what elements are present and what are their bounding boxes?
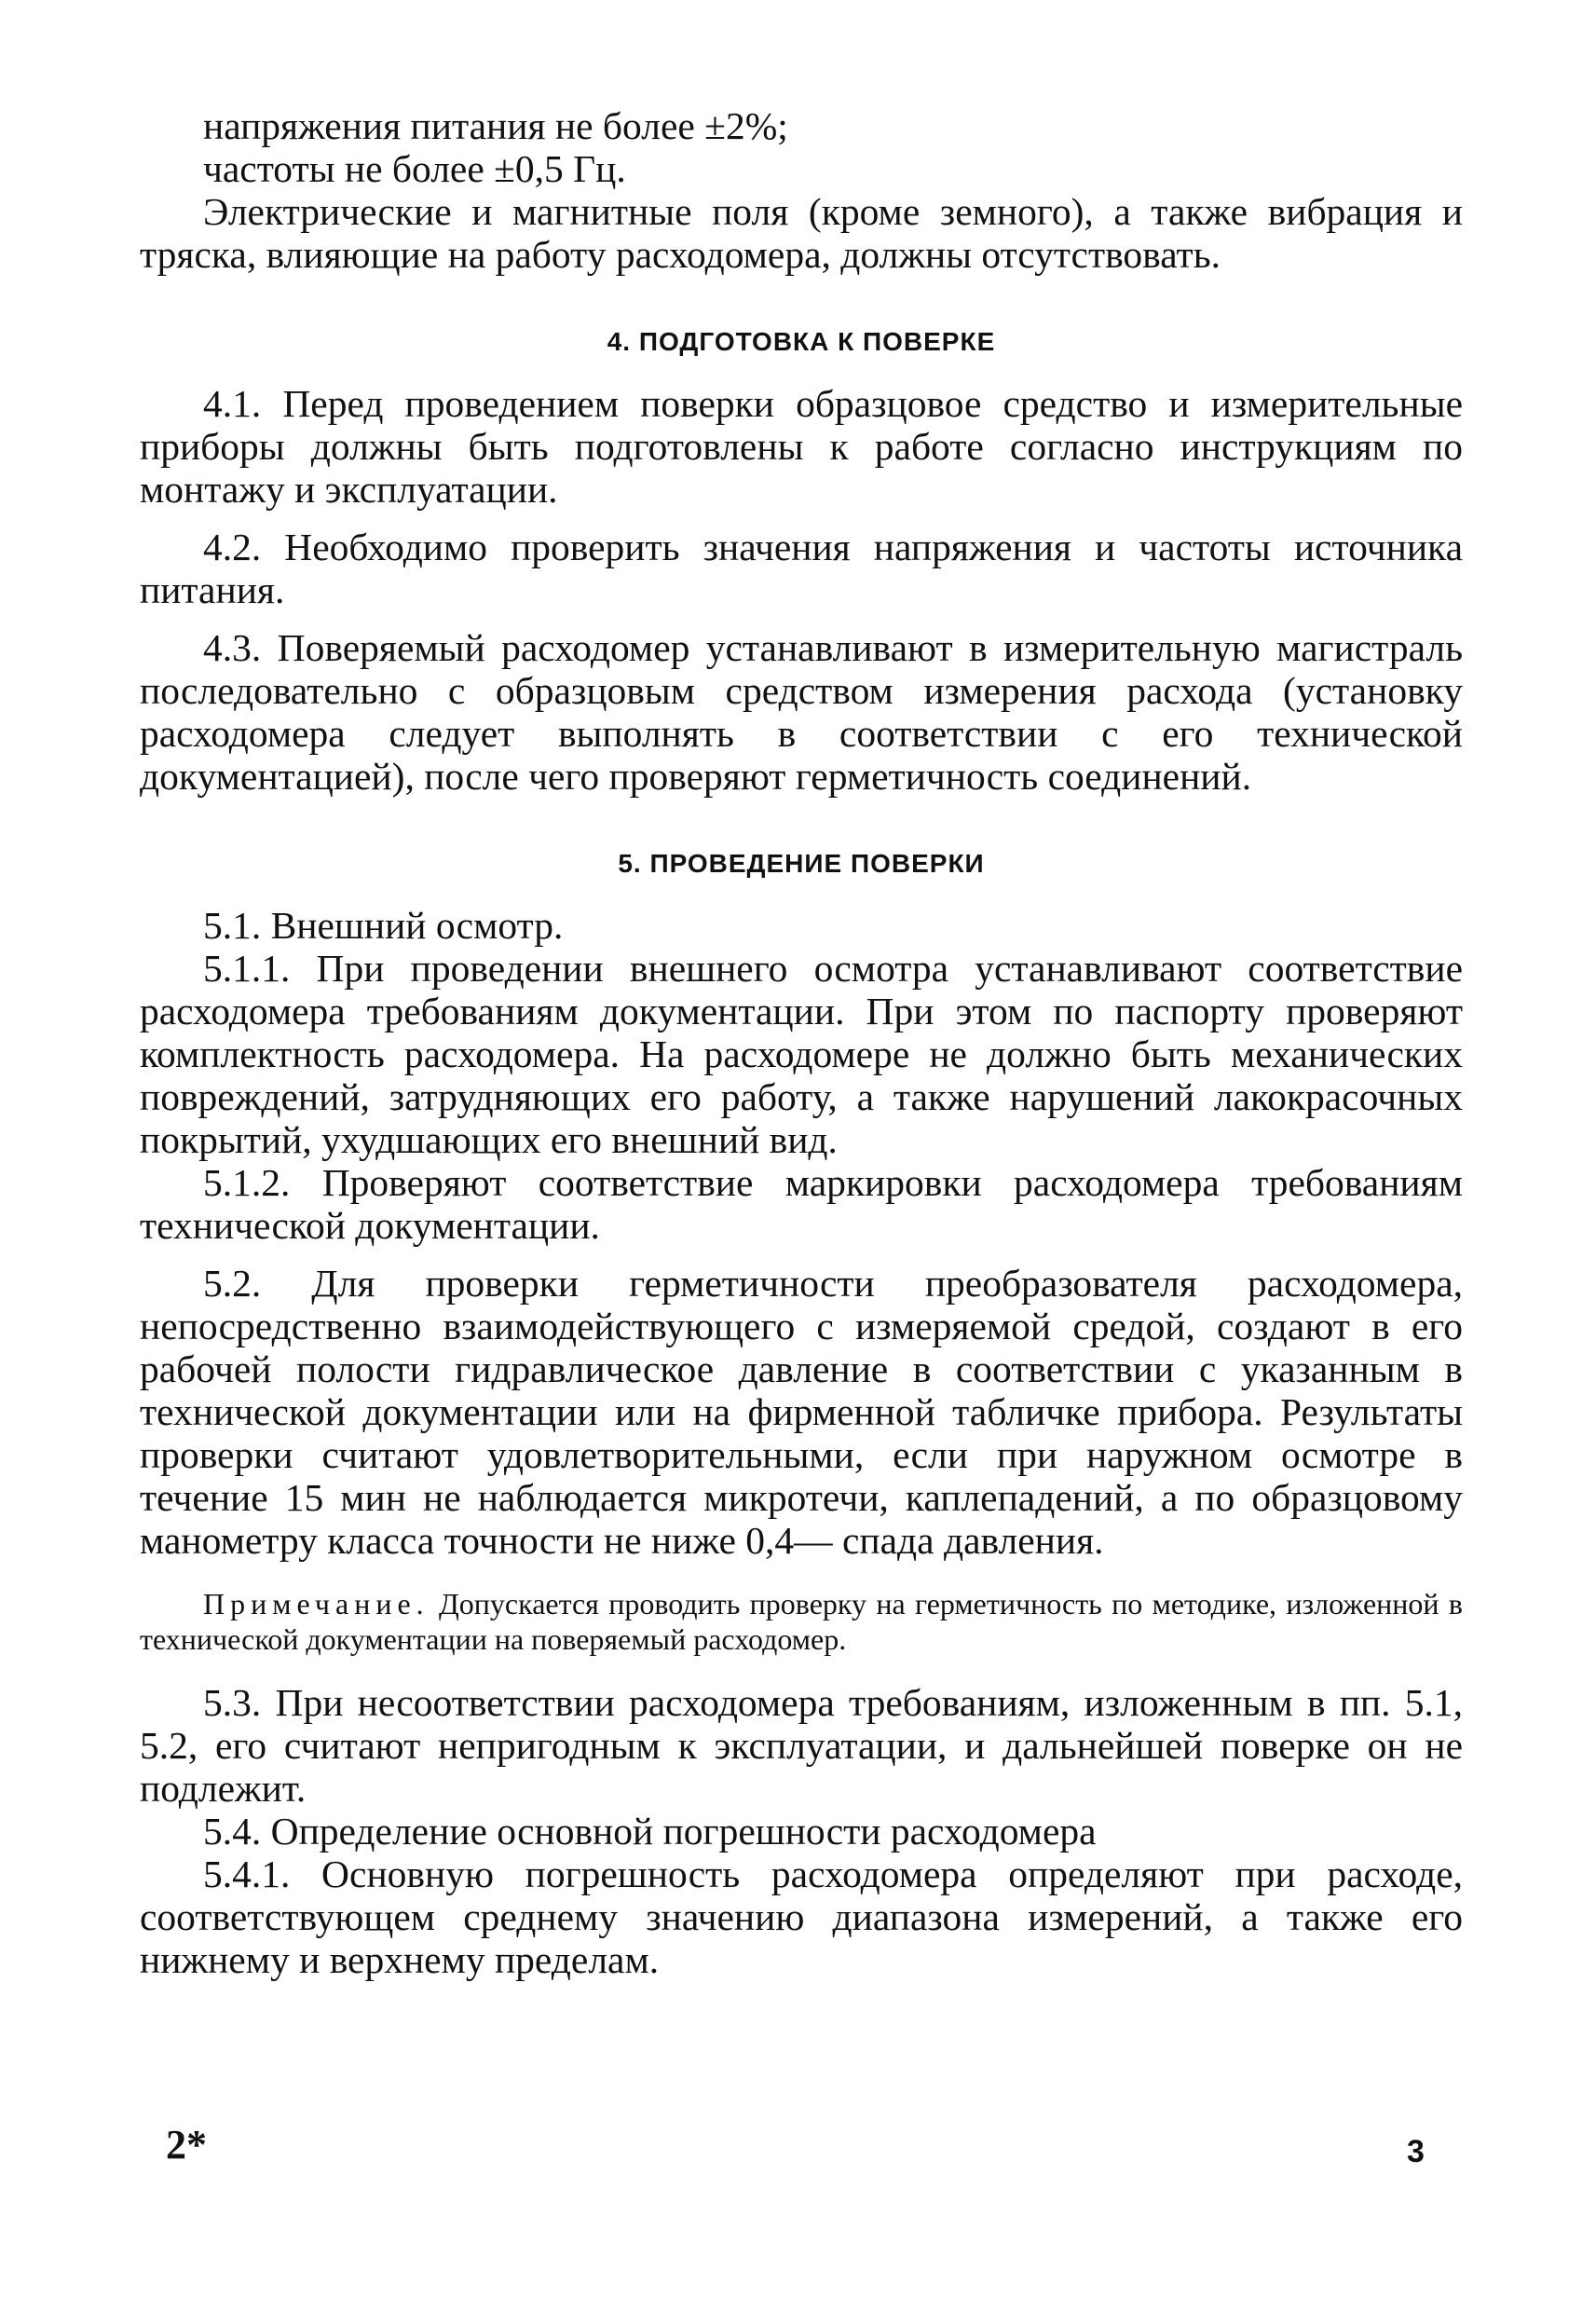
paragraph-4-2: 4.2. Необходимо проверить значения напряжения и частоты источника питания. (140, 526, 1463, 611)
note (140, 1586, 1463, 1657)
paragraph-5-4-1: 5.4.1. Основную погрешность расходомера определяют при расходе, соответствующем среднему значению диапазона измерений, а также его нижнему и верхнему пределам. (140, 1853, 1463, 1981)
document-page (140, 104, 1463, 1981)
paragraph-5-1: 5.1. Внешний осмотр. (203, 904, 564, 947)
intro-line-frequency: частоты не более ±0,5 Гц. (203, 147, 626, 190)
note-text: Допускается проводить проверку на герметичность по методике, изложенной в технической документации на поверяемый расходомер. (140, 1587, 1463, 1656)
intro-line-voltage: напряжения питания не более ±2%; (203, 104, 788, 147)
paragraph-5-2: 5.2. Для проверки герметичности преобразователя расходомера, непосредственно взаимодействующего с измеряемой средой, создают в его рабочей полости гидравлическое давление в соответствии с указанным в технической документации или на фирменной табличке прибора. Результаты проверки считают удовлетворительными, если при наружном осмотре в течение 15 мин не наблюдается микротечи, каплепадений, а по образцовому манометру класса точности не ниже 0,4— спада давления. (140, 1262, 1463, 1562)
section-5-heading: 5. ПРОВЕДЕНИЕ ПОВЕРКИ (618, 849, 985, 878)
paragraph-5-3: 5.3. При несоответствии расходомера требованиям, изложенным в пп. 5.1, 5.2, его считают непригодным к эксплуатации, и дальнейшей поверке он не подлежит. (140, 1681, 1463, 1810)
signature-mark: 2* (166, 2122, 207, 2167)
note-label: Примечание. (203, 1587, 430, 1620)
intro-paragraph: Электрические и магнитные поля (кроме земного), а также вибрация и тряска, влияющие на работу расходомера, должны отсутствовать. (140, 190, 1463, 276)
section-4-heading: 4. ПОДГОТОВКА К ПОВЕРКЕ (607, 327, 996, 356)
paragraph-5-4: 5.4. Определение основной погрешности расходомера (203, 1810, 1097, 1853)
paragraph-4-1: 4.1. Перед проведением поверки образцовое средство и измерительные приборы должны быть подготовлены к работе согласно инструкциям по монтажу и эксплуатации. (140, 382, 1463, 511)
paragraph-5-1-2: 5.1.2. Проверяют соответствие маркировки расходомера требованиям технической документации. (140, 1161, 1463, 1247)
page-number: 3 (1407, 2134, 1425, 2169)
paragraph-5-1-1: 5.1.1. При проведении внешнего осмотра устанавливают соответствие расходомера требованиям документации. При этом по паспорту проверяют комплектность расходомера. На расходомере не должно быть механических повреждений, затрудняющих его работу, а также нарушений лакокрасочных покрытий, ухудшающих его внешний вид. (140, 947, 1463, 1161)
paragraph-4-3: 4.3. Поверяемый расходомер устанавливают в измерительную магистраль последовательно с образцовым средством измерения расхода (установку расходомера следует выполнять в соответствии с его технической документацией), после чего проверяют герметичность соединений. (140, 626, 1463, 798)
